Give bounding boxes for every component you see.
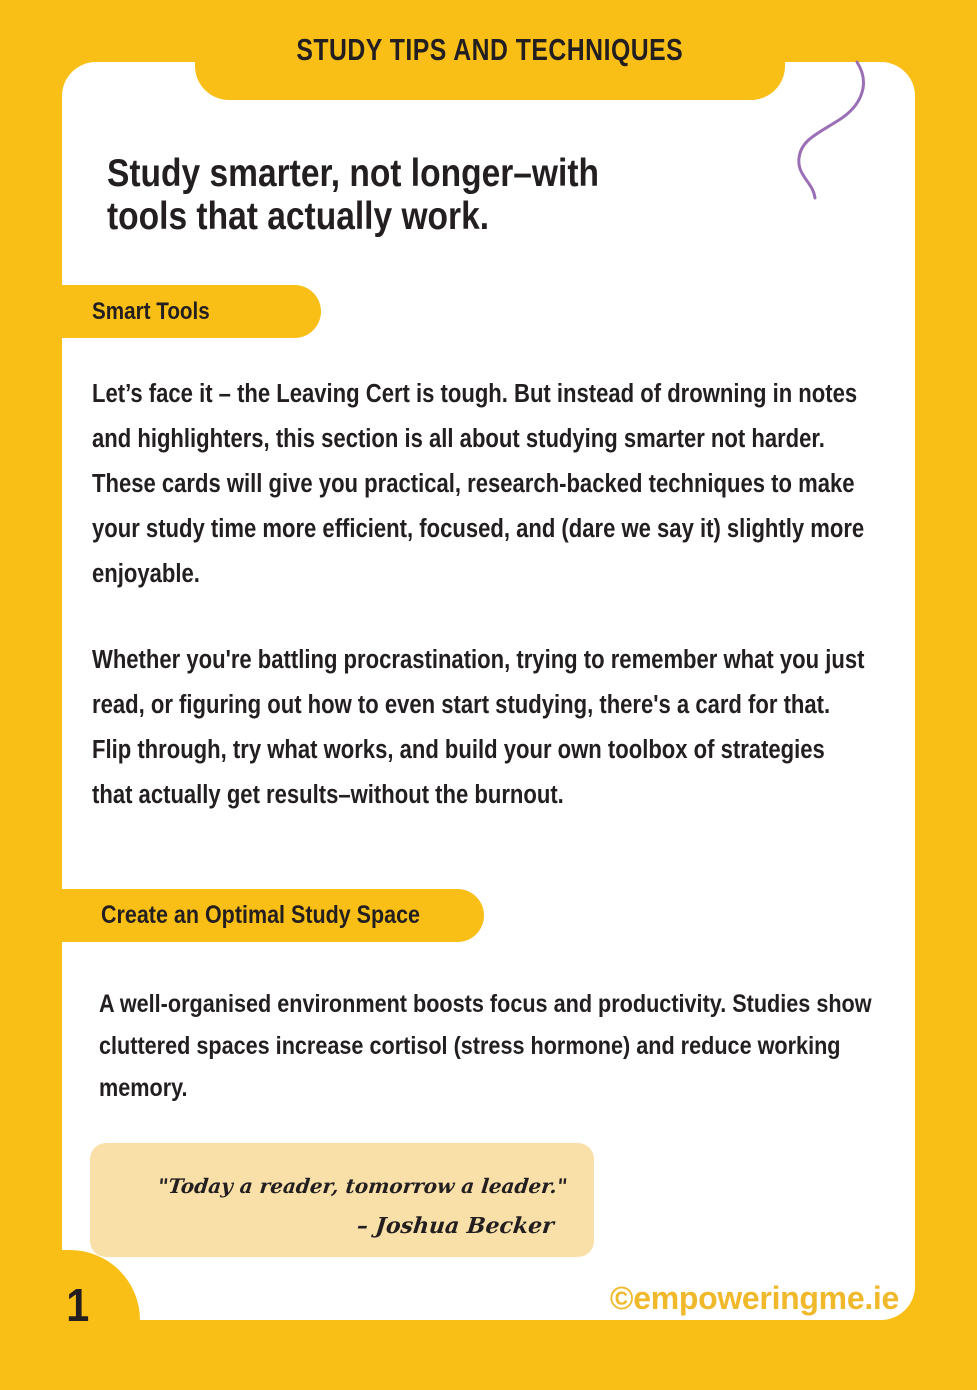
header-banner-title: STUDY TIPS AND TECHNIQUES [296, 32, 684, 67]
quote-author: – Joshua Becker [355, 1213, 556, 1239]
section-tab-study-space[interactable] [62, 889, 484, 942]
page-number: 1 [66, 1279, 90, 1331]
headline-line-1: Study smarter, not longer–with [107, 152, 600, 195]
site-credit: ©empoweringme.ie [609, 1280, 899, 1316]
page-number-badge [0, 1250, 140, 1390]
paragraph: Whether you're battling procrastination, trying to remember what you just read, or figuring out how to even start studying, there's a card for that. Flip through, try what works, and build your own toolbox of strategies that actually get results–without the burnout. [92, 646, 865, 809]
header-banner [195, 0, 785, 100]
quote-card [90, 1143, 594, 1257]
smart-tools-body [92, 372, 871, 818]
paragraph: A well-organised environment boosts focus and productivity. Studies show cluttered spaces increase cortisol (stress hormone) and reduce working memory. [99, 990, 872, 1102]
paragraph: Let’s face it – the Leaving Cert is tough. But instead of drowning in notes and highlighters, this section is all about studying smarter not harder. These cards will give you practical, research-backed techniques to make your study time more efficient, focused, and (dare we say it) slightly more enjoyable. [92, 380, 865, 588]
study-space-body [99, 983, 912, 1109]
section-tab-smart-tools[interactable] [62, 285, 321, 338]
quote-text: "Today a reader, tomorrow a leader." [156, 1174, 569, 1198]
page-title [107, 152, 709, 238]
headline-line-2: tools that actually work. [107, 195, 490, 238]
section-tab-label: Smart Tools [92, 297, 210, 325]
section-tab-label: Create an Optimal Study Space [101, 901, 421, 929]
